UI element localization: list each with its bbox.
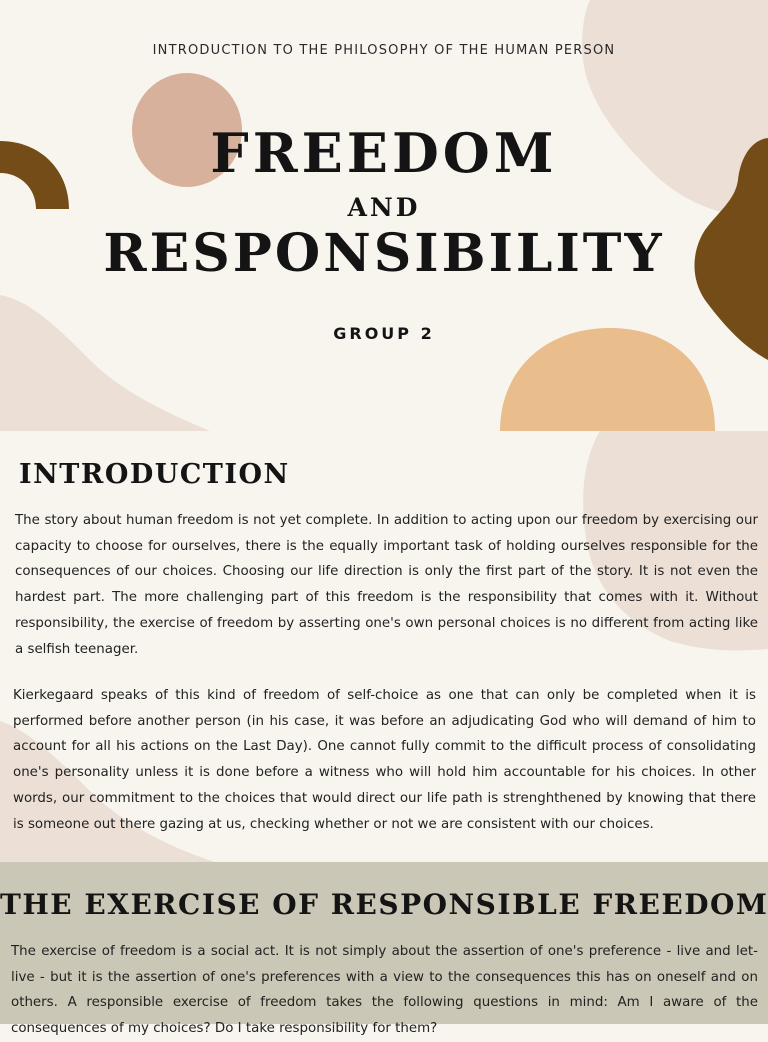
- exercise-paragraph: The exercise of freedom is a social act. It is not simply about the assertion of one's preference - live and let-live - but it is the assertion of one's preferences with a view to the consequences this has on oneself and on others. A responsible exercise of freedom takes the following questions in mind: Am I aware of the consequences of my choices? Do I take responsibility for them?: [11, 944, 758, 1037]
- course-subtitle: INTRODUCTION TO THE PHILOSOPHY OF THE HUMAN PERSON: [152, 43, 616, 58]
- cover-section: [0, 0, 768, 431]
- title-freedom: FREEDOM: [210, 121, 558, 185]
- exercise-section: [0, 862, 768, 1037]
- introduction-section: [0, 431, 768, 862]
- introduction-heading: INTRODUCTION: [19, 459, 290, 490]
- title-and: AND: [347, 193, 421, 222]
- exercise-heading: THE EXERCISE OF RESPONSIBLE FREEDOM: [0, 888, 768, 921]
- introduction-paragraph-1: The story about human freedom is not yet complete. In addition to acting upon our freedom by exercising our capacity to choose for ourselves, there is the equally important task of holding ourselves responsible for the consequences of our choices. Choosing our life direction is only the first part of the story. It is not even the hardest part. The more challenging part of this freedom is the responsibility that comes with it. Without responsibility, the exercise of freedom by asserting one's own personal choices is no different from acting like a selfish teenager.: [15, 513, 758, 657]
- peach-dome: [500, 328, 715, 431]
- blush-blob-bottom-left: [0, 295, 210, 431]
- introduction-paragraph-2: Kierkegaard speaks of this kind of freedom of self-choice as one that can only be completed when it is performed before another person (in his case, it was before an adjudicating God who will demand of him to account for all his actions on the Last Day). One cannot fully commit to the difficult process of consolidating one's personality unless it is done before a witness who will hold him accountable for his choices. In other words, our commitment to the choices that would direct our life path is strenghthened by knowing that there is someone out there gazing at us, checking whether or not we are consistent with our choices.: [13, 688, 756, 832]
- title-responsibility: RESPONSIBILITY: [103, 223, 665, 284]
- group-label: GROUP 2: [333, 324, 435, 343]
